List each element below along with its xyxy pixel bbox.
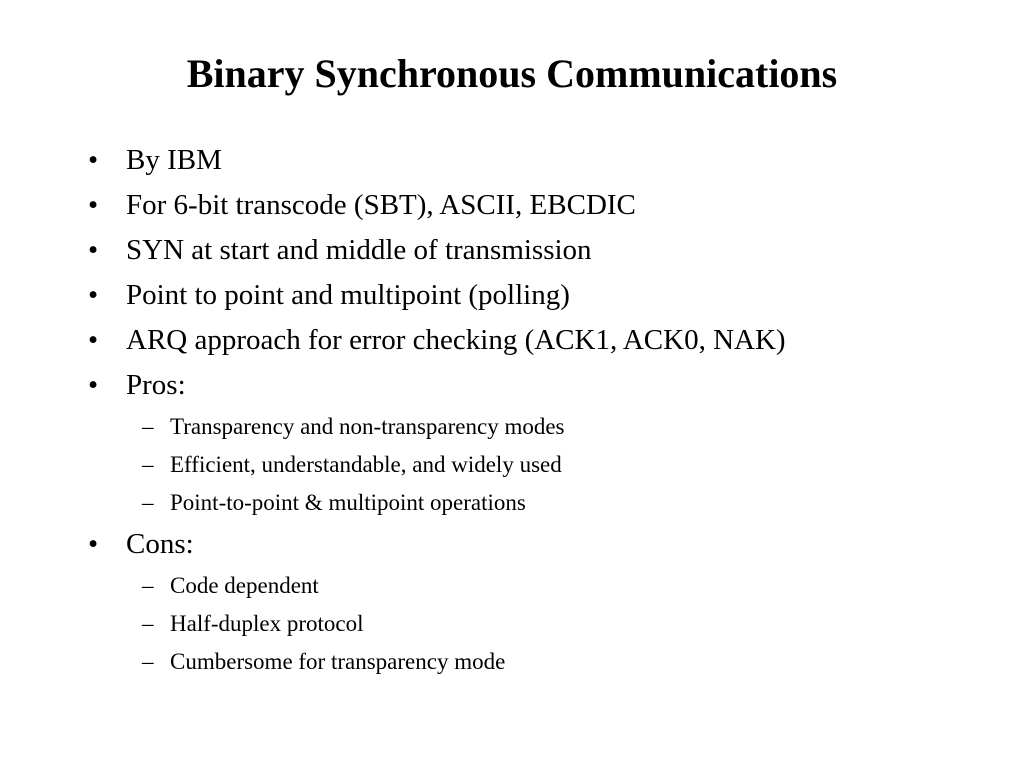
sub-bullet-text: Half-duplex protocol bbox=[170, 611, 364, 636]
bullet-list bbox=[88, 138, 988, 681]
sub-bullet-item bbox=[88, 605, 988, 643]
bullet-item bbox=[88, 228, 988, 273]
sub-bullet-text: Cumbersome for transparency mode bbox=[170, 649, 506, 674]
bullet-dot-icon: • bbox=[88, 324, 99, 356]
bullet-dot-icon: • bbox=[88, 279, 99, 311]
bullet-dot-icon: • bbox=[88, 189, 99, 221]
dash-bullet-icon: – bbox=[142, 414, 154, 439]
sub-bullet-text: Code dependent bbox=[170, 573, 319, 598]
bullet-text: Cons: bbox=[126, 528, 194, 560]
bullet-item bbox=[88, 318, 988, 363]
sub-bullet-item bbox=[88, 484, 988, 522]
sub-bullet-item bbox=[88, 567, 988, 605]
bullet-text: By IBM bbox=[126, 144, 222, 176]
bullet-item bbox=[88, 183, 988, 228]
bullet-item-cons bbox=[88, 522, 988, 567]
sub-bullet-item bbox=[88, 408, 988, 446]
sub-bullet-item bbox=[88, 446, 988, 484]
bullet-item-pros bbox=[88, 363, 988, 408]
dash-bullet-icon: – bbox=[142, 490, 154, 515]
sub-bullet-text: Transparency and non-transparency modes bbox=[170, 414, 565, 439]
dash-bullet-icon: – bbox=[142, 573, 154, 598]
dash-bullet-icon: – bbox=[142, 649, 154, 674]
sub-bullet-text: Point-to-point & multipoint operations bbox=[170, 490, 526, 515]
bullet-dot-icon: • bbox=[88, 369, 99, 401]
sub-bullet-item bbox=[88, 643, 988, 681]
bullet-dot-icon: • bbox=[88, 144, 99, 176]
dash-bullet-icon: – bbox=[142, 452, 154, 477]
bullet-dot-icon: • bbox=[88, 528, 99, 560]
bullet-text: Point to point and multipoint (polling) bbox=[126, 279, 570, 311]
slide-title: Binary Synchronous Communications bbox=[186, 51, 838, 96]
bullet-item bbox=[88, 138, 988, 183]
sub-bullet-text: Efficient, understandable, and widely used bbox=[170, 452, 562, 477]
bullet-text: Pros: bbox=[126, 369, 186, 401]
bullet-dot-icon: • bbox=[88, 234, 99, 266]
bullet-text: SYN at start and middle of transmission bbox=[126, 234, 592, 266]
bullet-text: For 6-bit transcode (SBT), ASCII, EBCDIC bbox=[126, 189, 636, 221]
dash-bullet-icon: – bbox=[142, 611, 154, 636]
bullet-item bbox=[88, 273, 988, 318]
bullet-text: ARQ approach for error checking (ACK1, ACK0, NAK) bbox=[126, 324, 786, 356]
